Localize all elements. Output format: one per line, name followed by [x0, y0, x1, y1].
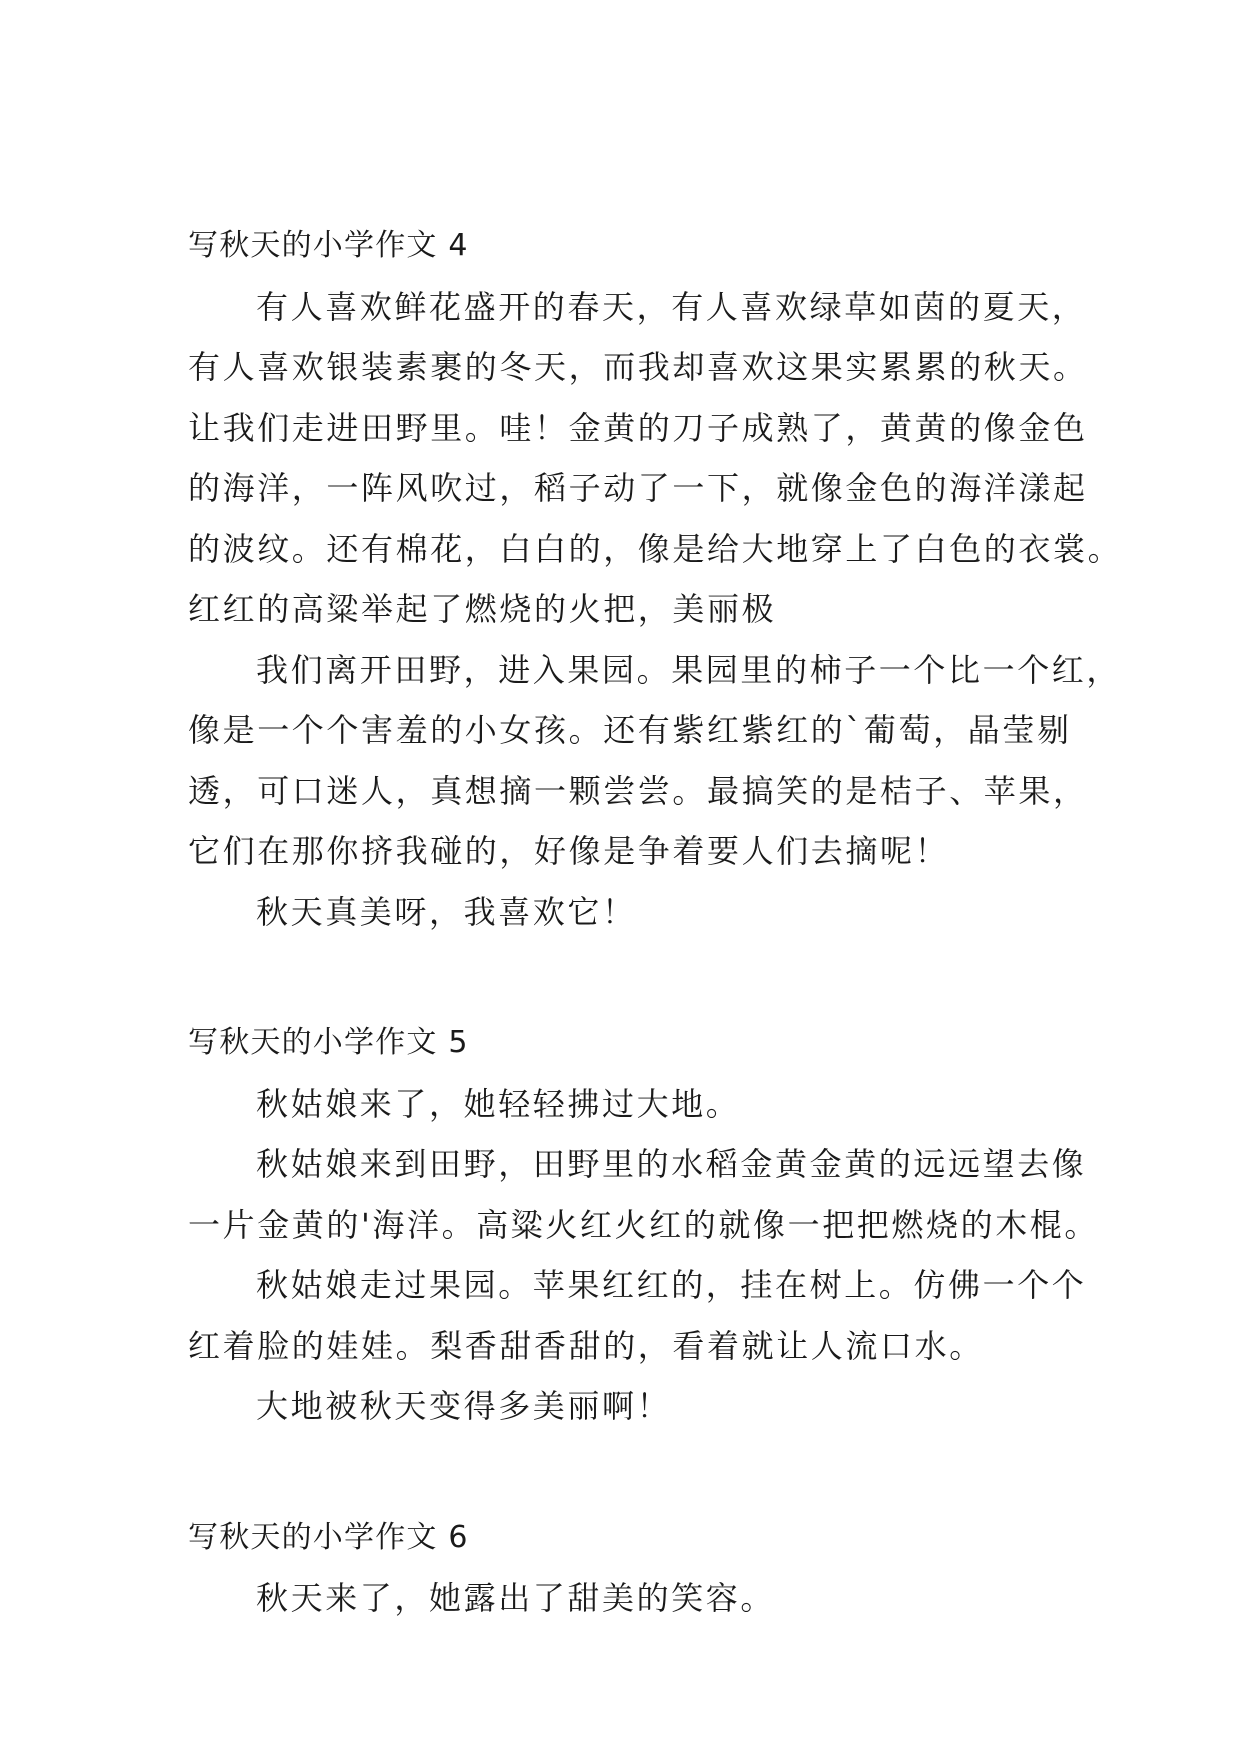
- section-spacer: [188, 942, 1068, 1013]
- paragraph-line: 有人喜欢鲜花盛开的春天，有人喜欢绿草如茵的夏天，: [256, 287, 1087, 326]
- section-title: 写秋天的小学作文 5: [188, 1025, 469, 1060]
- section-spacer: [188, 1437, 1068, 1508]
- paragraph-line: 它们在那你挤我碰的，好像是争着要人们去摘呢！: [188, 832, 950, 870]
- paragraph-line: 让我们走进田野里。哇！金黄的刀子成熟了，黄黄的像金色: [188, 408, 1088, 447]
- paragraph-line: 我们离开田野，进入果园。果园里的柿子一个比一个红，: [256, 650, 1122, 689]
- paragraph-line: 的海洋，一阵风吹过，稻子动了一下，就像金色的海洋漾起: [188, 469, 1088, 507]
- paragraph-line: 红红的高粱举起了燃烧的火把，美丽极: [188, 590, 777, 628]
- paragraph-line: 一片金黄的'海洋。高粱火红火红的就像一把把燃烧的木棍。: [188, 1205, 1099, 1244]
- paragraph-line: 红着脸的娃娃。梨香甜香甜的，看着就让人流口水。: [188, 1326, 984, 1365]
- document-body: [188, 216, 1123, 1629]
- paragraph-line: 秋姑娘来了，她轻轻拂过大地。: [256, 1084, 741, 1123]
- section-title: 写秋天的小学作文 6: [188, 1519, 469, 1555]
- paragraph-line: 透，可口迷人，真想摘一颗尝尝。最搞笑的是桔子、苹果，: [188, 771, 1088, 810]
- paragraph-line: 的波纹。还有棉花，白白的，像是给大地穿上了白色的衣裳。: [188, 529, 1123, 568]
- paragraph-line: 秋姑娘来到田野，田野里的水稻金黄金黄的远远望去像: [256, 1145, 1087, 1183]
- paragraph-line: 有人喜欢银装素裹的冬天，而我却喜欢这果实累累的秋天。: [188, 348, 1088, 386]
- paragraph-line: 秋姑娘走过果园。苹果红红的，挂在树上。仿佛一个个: [256, 1266, 1087, 1304]
- paragraph-line: 大地被秋天变得多美丽啊！: [256, 1387, 672, 1425]
- paragraph-line: 秋天真美呀，我喜欢它！: [256, 892, 637, 931]
- paragraph-line: 秋天来了，她露出了甜美的笑容。: [256, 1579, 776, 1617]
- section-title: 写秋天的小学作文 4: [188, 228, 469, 263]
- paragraph-line: 像是一个个害羞的小女孩。还有紫红紫红的`葡萄，晶莹剔: [188, 711, 1072, 749]
